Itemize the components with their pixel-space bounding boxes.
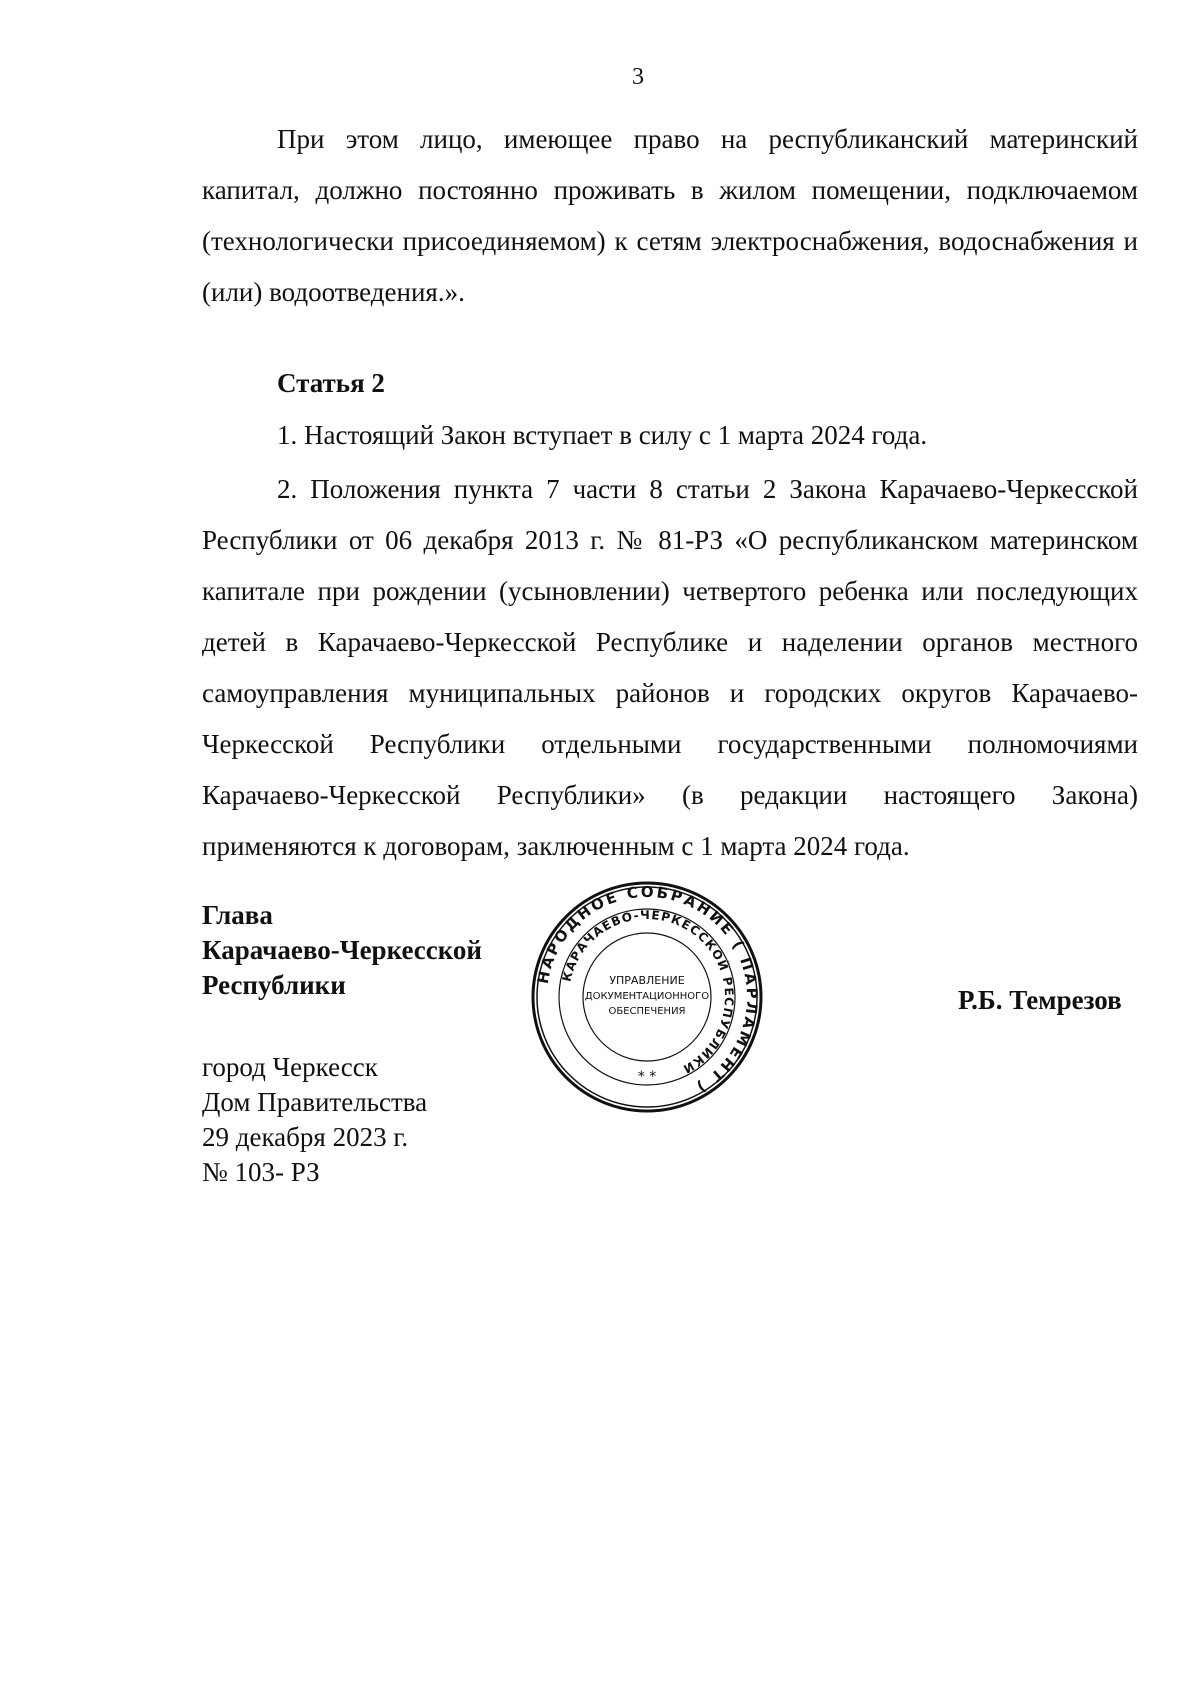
signature-title-line: Карачаево-Черкесской — [202, 935, 482, 965]
seal-stars: * * — [637, 1069, 657, 1085]
seal-center-line: УПРАВЛЕНИЕ — [609, 974, 685, 987]
paragraph-text: 2. Положения пункта 7 части 8 статьи 2 Закона Карачаево-Черкесской Республики от 06 декабря 2013 г. № 81-РЗ «О республиканском материнском капитале при рождении (усыновлении) четвертого ребенка или последующих детей в Карачаево-Черкесской Республике и наделении органов местного самоуправления муниципальных районов и городских округов Карачаево-Черкесской Республики отдельными государственными полномочиями Карачаево-Черкесской Республики» (в редакции настоящего Закона) применяются к договорам, заключенным с 1 марта 2024 года. — [202, 474, 1138, 861]
signature-title-line: Глава — [202, 900, 273, 930]
paragraph-effective-date — [202, 410, 1138, 461]
article-heading: Статья 2 — [277, 368, 385, 398]
date: 29 декабря 2023 г. — [202, 1122, 409, 1152]
paragraph-provisions — [202, 464, 1138, 872]
paragraph-residence-requirement — [202, 114, 1138, 318]
paragraph-text: 1. Настоящий Закон вступает в силу с 1 марта 2024 года. — [277, 420, 928, 450]
official-seal — [530, 880, 764, 1114]
seal-center-line: ОБЕСПЕЧЕНИЯ — [608, 1006, 686, 1017]
city: город Черкесск — [202, 1052, 378, 1082]
seal-outer-text: НАРОДНОЕ СОБРАНИЕ ( ПАРЛАМЕНТ ) — [533, 882, 762, 1098]
seal-inner-text: КАРАЧАЕВО-ЧЕРКЕССКОЙ РЕСПУБЛИКИ — [559, 907, 737, 1077]
paragraph-text: При этом лицо, имеющее право на республиканский материнский капитал, должно постоянно проживать в жилом помещении, подключаемом (технологически присоединяемом) к сетям электроснабжения, водоснабжения и (или) водоотведения.». — [202, 124, 1138, 307]
place-date-block — [202, 1050, 427, 1190]
signer-name: Р.Б. Темрезов — [958, 985, 1122, 1015]
law-number: № 103- РЗ — [202, 1157, 320, 1187]
building: Дом Правительства — [202, 1087, 428, 1117]
signature-title — [202, 898, 482, 1003]
page-number: 3 — [632, 64, 644, 90]
signature-title-line: Республики — [202, 970, 346, 1000]
seal-center-line: ДОКУМЕНТАЦИОННОГО — [584, 991, 710, 1002]
